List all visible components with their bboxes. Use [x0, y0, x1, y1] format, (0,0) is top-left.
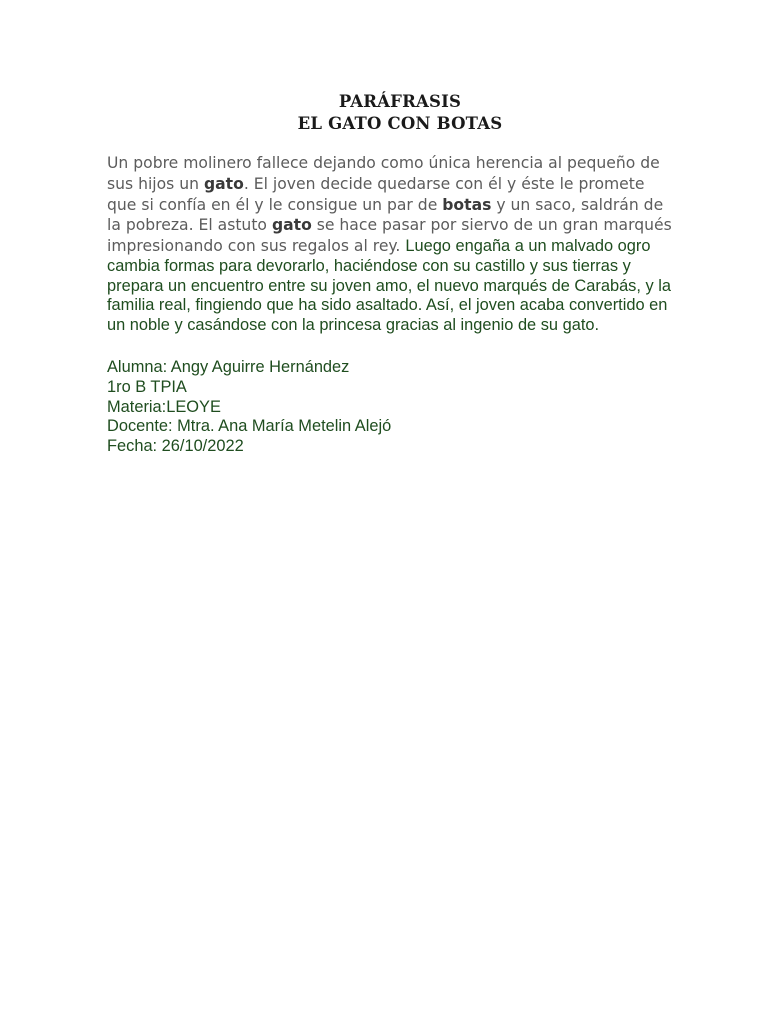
subject-line: Materia:LEOYE [107, 397, 221, 416]
text-segment: . El joven decide quedarse con él y éste le promete que si confía en él y le consigue un par de [107, 174, 645, 214]
teacher-line: Docente: Mtra. Ana María Metelin Alejó [107, 417, 392, 436]
text-segment: Un pobre molinero fallece dejando como única herencia al pequeño de sus hijos un [107, 154, 660, 193]
student-group: 1ro B TPIA [107, 377, 187, 396]
student-name: Alumna: Angy Aguirre Hernández [107, 358, 350, 376]
paragraph-green-part: Luego engaña a un malvado ogro cambia formas para devorarlo, haciéndose con su castillo y sus tierras y prepara un encuentro entre su joven amo, el nuevo marqués de Carabás, y la familia real, fingiendo que ha sido asaltado. Así, el joven acaba convertido en un noble y casándose con la princesa gracias al ingenio de su gato. [107, 237, 671, 334]
date-line: Fecha: 26/10/2022 [107, 437, 244, 456]
title-line-1: PARÁFRASIS [338, 92, 462, 111]
document-title [0, 91, 768, 135]
bold-keyword: gato [271, 216, 312, 235]
student-info-block [107, 358, 391, 457]
bold-keyword: gato [203, 174, 244, 193]
bold-keyword: botas [442, 195, 492, 214]
paraphrase-paragraph [107, 153, 677, 335]
text-segment: y un saco, saldrán de la pobreza. El astuto [107, 195, 664, 235]
title-line-2: EL GATO CON BOTAS [297, 114, 503, 133]
text-segment: se hace pasar por siervo de un gran marqués impresionando con sus regalos al rey. [107, 216, 672, 256]
